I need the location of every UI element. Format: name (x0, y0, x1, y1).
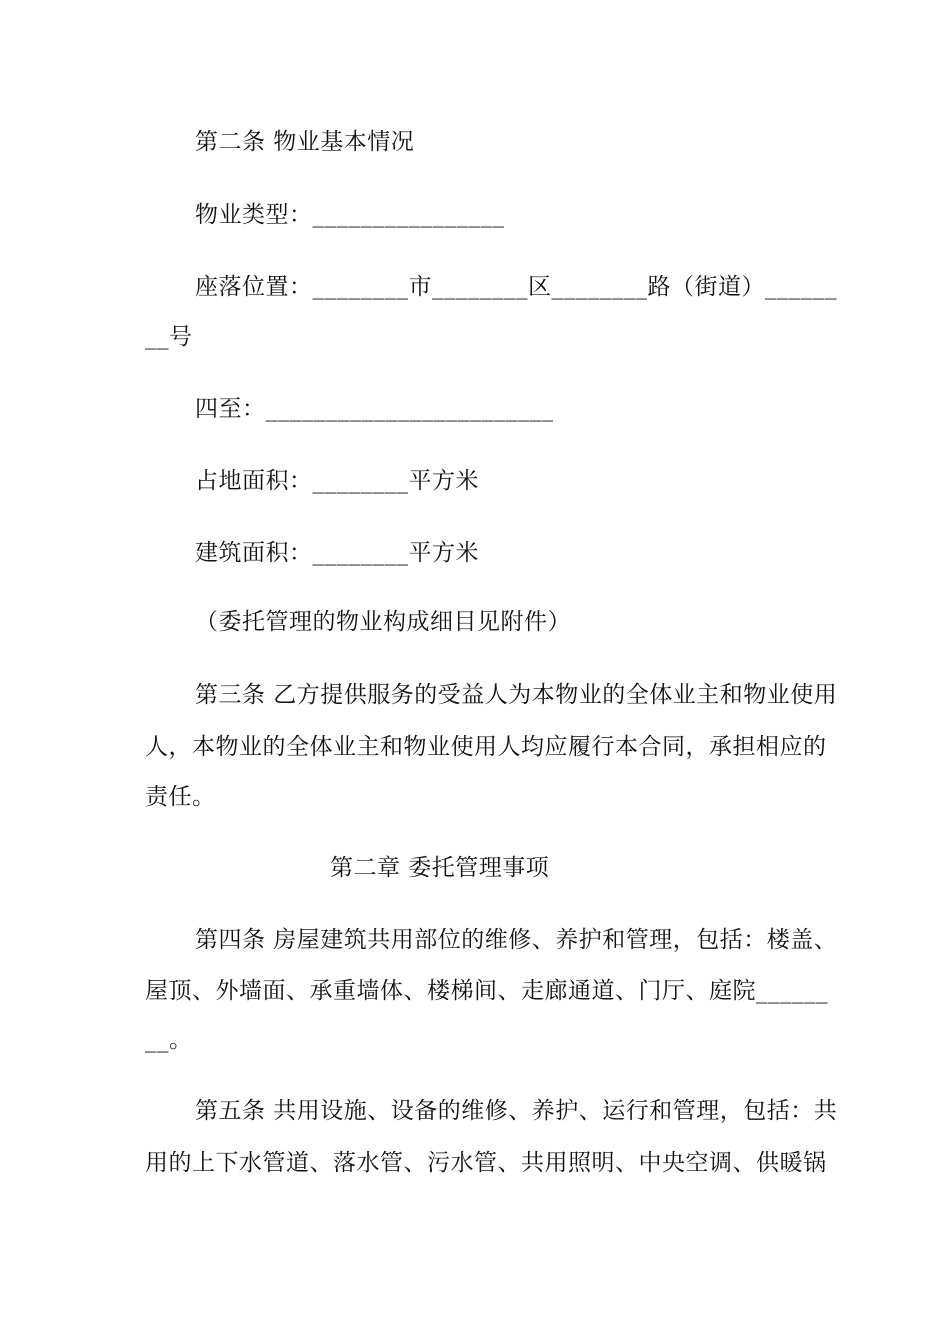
location-field-continued: __号 (145, 324, 193, 350)
chapter-2-title: 第二章 委托管理事项 (330, 855, 550, 881)
building-area-field: 建筑面积：________平方米 (195, 540, 479, 566)
article-3-line-3: 责任。 (145, 784, 216, 810)
article-3-line-1: 第三条 乙方提供服务的受益人为本物业的全体业主和物业使用 (195, 682, 838, 708)
article-3-line-2: 人，本物业的全体业主和物业使用人均应履行本合同，承担相应的 (145, 734, 827, 760)
article-5-line-2: 用的上下水管道、落水管、污水管、共用照明、中央空调、供暖锅 (145, 1150, 827, 1176)
article-5-line-1: 第五条 共用设施、设备的维修、养护、运行和管理，包括：共 (195, 1098, 838, 1124)
article-4-line-1: 第四条 房屋建筑共用部位的维修、养护和管理，包括：楼盖、 (195, 927, 838, 953)
article-4-line-3: __。 (145, 1027, 193, 1053)
location-field: 座落位置：________市________区________路（街道）______ (195, 274, 837, 300)
article-2-heading: 第二条 物业基本情况 (195, 129, 415, 155)
article-4-line-2: 屋顶、外墙面、承重墙体、楼梯间、走廊通道、门厅、庭院______ (145, 978, 828, 1004)
property-type-field: 物业类型：________________ (195, 202, 505, 228)
attachment-note: （委托管理的物业构成细目见附件） (195, 609, 571, 635)
boundaries-field: 四至：________________________ (195, 396, 554, 422)
land-area-field: 占地面积：________平方米 (195, 468, 479, 494)
